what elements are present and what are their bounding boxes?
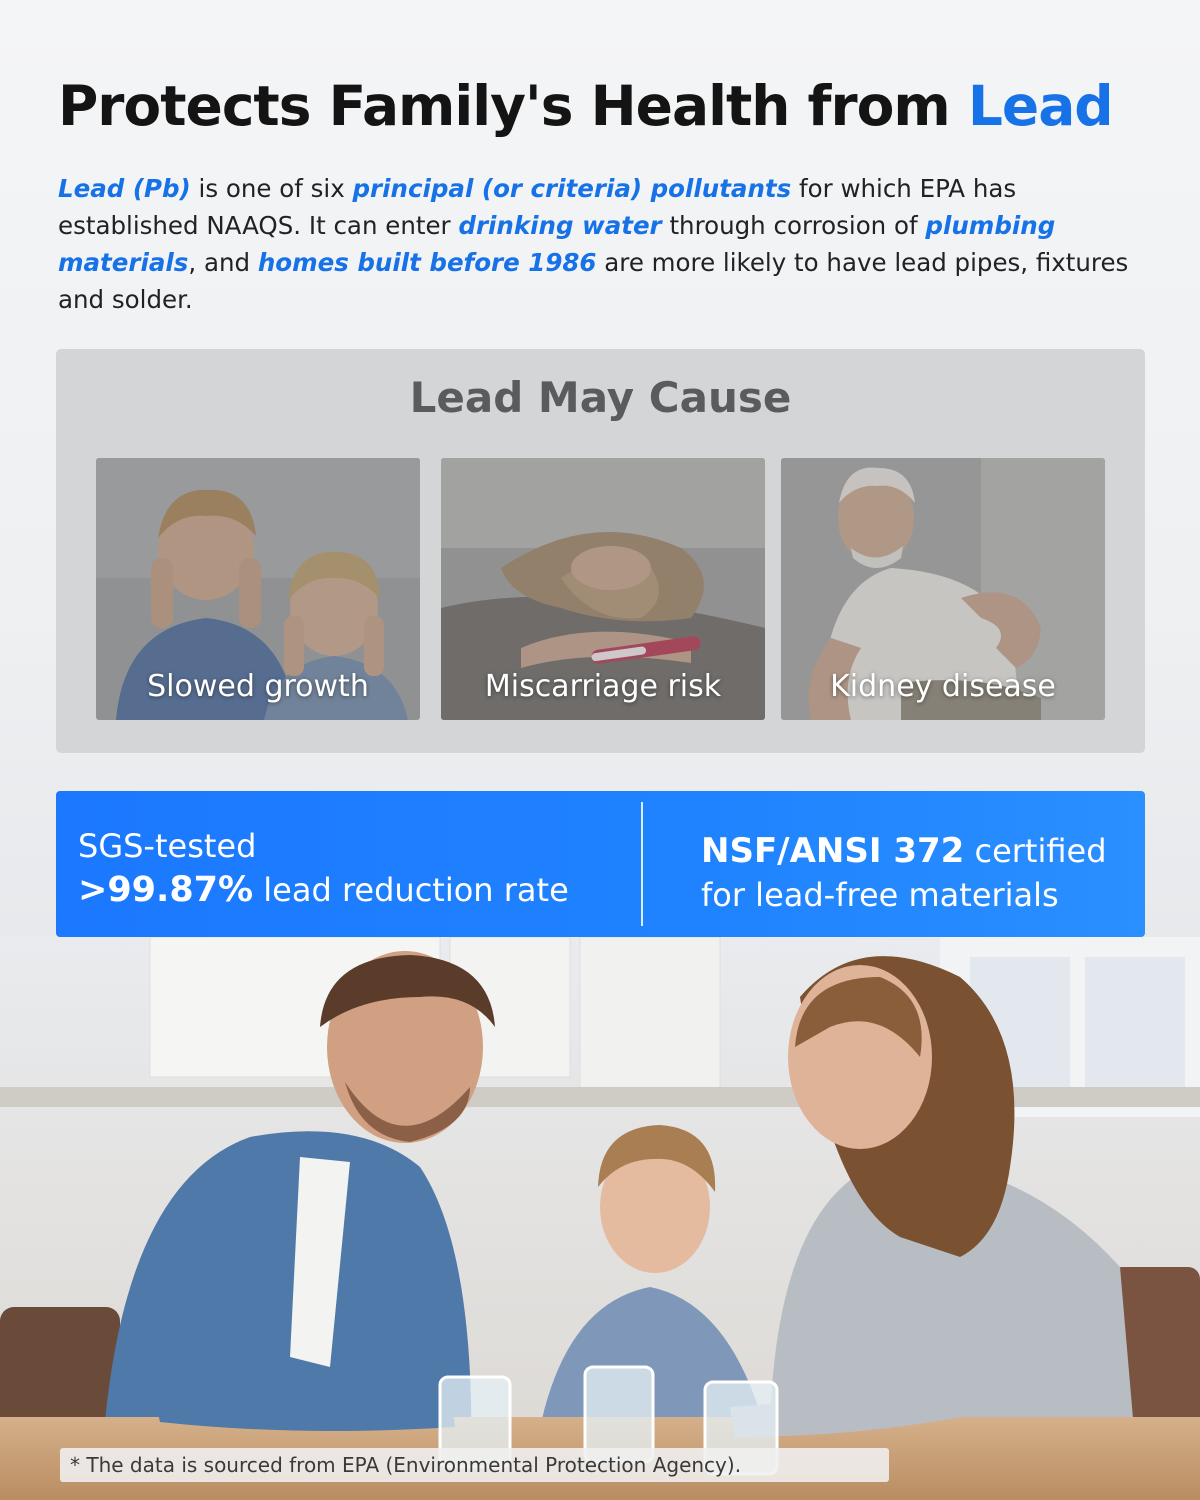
- intro-highlight: principal (or criteria) pollutants: [352, 174, 792, 203]
- page-title-text: Protects Family's Health from: [58, 74, 968, 138]
- intro-text: is one of six: [190, 174, 353, 203]
- nsf-certified-line: [701, 829, 1107, 873]
- intro-highlight: drinking water: [458, 211, 662, 240]
- cause-card-slowed-growth: [96, 458, 420, 720]
- lead-reduction-value: >99.87%: [78, 870, 254, 910]
- intro-text: , and: [188, 248, 258, 277]
- cause-card-miscarriage-risk: [441, 458, 765, 720]
- lead-effects-panel: [56, 349, 1145, 753]
- intro-highlight: plumbing materials: [58, 211, 1056, 277]
- nsf-certified-text: certified: [964, 832, 1107, 870]
- cause-card-kidney-disease: [781, 458, 1105, 720]
- cause-label: Miscarriage risk: [484, 669, 722, 704]
- nsf-standard: NSF/ANSI 372: [701, 831, 965, 871]
- lead-effects-title: Lead May Cause: [409, 373, 792, 422]
- banner-divider: [641, 802, 643, 926]
- intro-text: through corrosion of: [661, 211, 926, 240]
- cause-label: Slowed growth: [147, 669, 369, 704]
- family-kitchen-illustration: [0, 937, 1200, 1500]
- nsf-certification-claim: [701, 829, 1107, 917]
- intro-text: for which EPA has established NAAQS. It can enter: [58, 174, 1017, 240]
- lead-reduction-text: lead reduction rate: [253, 871, 569, 909]
- certification-banner: [56, 791, 1145, 937]
- intro-paragraph: [58, 170, 1148, 318]
- sgs-tested-label: SGS-tested: [78, 827, 257, 865]
- cause-label: Kidney disease: [830, 669, 1056, 704]
- lead-reduction-claim: [78, 825, 569, 913]
- source-footnote: * The data is sourced from EPA (Environmental Protection Agency).: [60, 1448, 889, 1482]
- page-title-accent: Lead: [967, 74, 1113, 138]
- lead-reduction-rate: [78, 867, 569, 913]
- family-photo: [0, 937, 1200, 1500]
- lead-free-materials-label: for lead-free materials: [701, 876, 1059, 914]
- intro-highlight: homes built before 1986: [257, 248, 597, 277]
- intro-highlight: Lead (Pb): [58, 174, 191, 203]
- page-title: [58, 74, 1158, 138]
- intro-text: are more likely to have lead pipes, fixtures and solder.: [58, 248, 1129, 314]
